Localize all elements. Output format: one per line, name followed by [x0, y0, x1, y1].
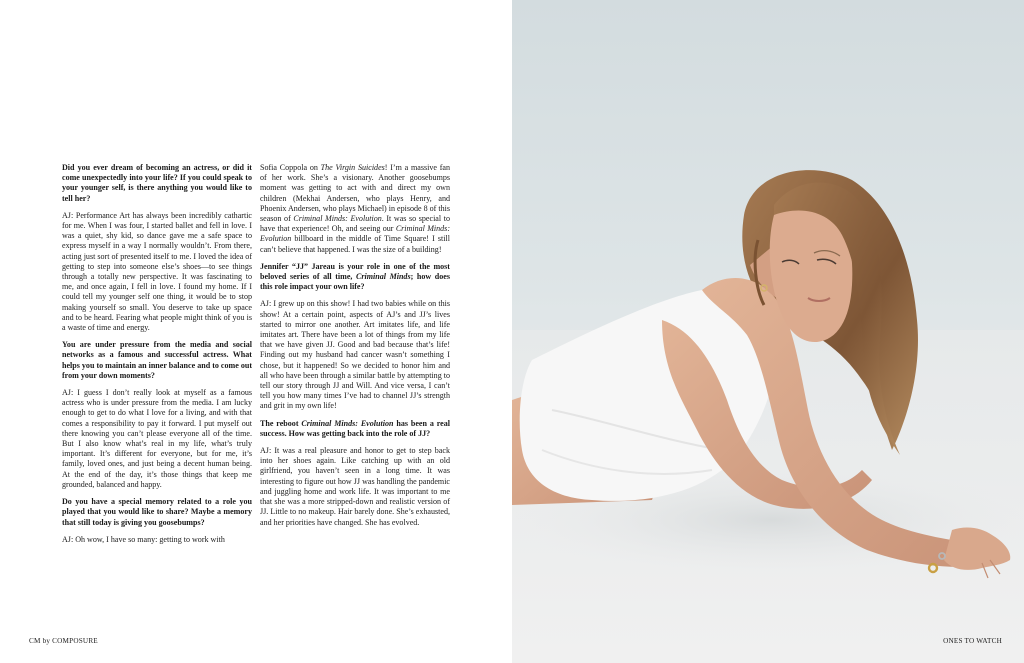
question-3: Do you have a special memory related to a role you played that you would like to share? Maybe a memory that still today is giving you goosebumps? [62, 497, 252, 527]
footer-section: ONES TO WATCH [943, 637, 1002, 645]
text-column-right [260, 163, 450, 528]
question-1: Did you ever dream of becoming an actress, or did it come unexpectedly into your life? If you could speak to your younger self, is there anything you would like to tell her? [62, 163, 252, 203]
answer-3-start: AJ: Oh wow, I have so many: getting to work with [62, 534, 225, 544]
answer-3-text-b: ! I’m a massive fan of her work. She’s a visionary. Another goosebumps moment was getting to act with and direct my own children (Mekhai Andersen, who plays Henry, and Phoenix Andersen, who plays Michael) in episode 8 of this season of [260, 163, 450, 224]
answer-3-continued [260, 163, 450, 255]
question-5-text-a: The reboot [260, 418, 302, 428]
text-column-left [62, 163, 252, 545]
show-title: Criminal Minds: Evolution [301, 418, 394, 428]
show-title: Criminal Minds [356, 272, 411, 282]
portrait-illustration [512, 0, 1024, 663]
question-4-text-b: ; how does this role impact your own life? [260, 272, 450, 292]
portrait-photo [512, 0, 1024, 663]
question-4 [260, 262, 450, 293]
footer-publication: CM by COMPOSURE [29, 637, 98, 645]
question-4-text-a: Jennifer “JJ” Jareau is your role in one of the most beloved series of all time, [260, 261, 450, 282]
question-5 [260, 419, 450, 439]
question-2: You are under pressure from the media and social networks as a famous and successful actress. What helps you to maintain an inner balance and to come out from your down moments? [62, 340, 252, 380]
question-5-text-b: has been a real success. How was getting back into the role of JJ? [260, 418, 450, 438]
answer-3-text-c: . It was so special to have that experience! Oh, and seeing our [260, 214, 450, 234]
answer-3-text-d: billboard in the middle of Time Square! I still can’t believe that happened. I was the size of a building! [260, 234, 450, 254]
show-title: Criminal Minds: Evolution [260, 224, 450, 244]
show-title: Criminal Minds: Evolution [293, 214, 382, 224]
answer-2: AJ: I guess I don’t really look at myself as a famous actress who is under pressure from the media. I am lucky enough to get to do what I love for a living, and with that comes a responsibility to pay it forward. I put myself out there knowing you can’t please everyone all of the time. But I also know what’s real in my life, what’s truly important. It’s different for everyone, but for me, it’s family, loved ones, and just being a decent human being. At the end of the day, it’s those things that keep me grounded, balanced and happy. [62, 388, 252, 489]
answer-1: AJ: Performance Art has always been incredibly cathartic for me. When I was four, I started ballet and fell in love. I was a quiet, shy kid, so dance gave me a safe space to express myself in a way I normally wouldn’t. From there, acting just sort of presented itself to me. I loved the idea of getting to step into someone else’s shoes—to see things through a totally new perspective. It was fascinating to me, and once again, I fell in love. I found my home. If I could tell my younger self one thing, it would be to stop making yourself so small. You deserve to take up space and to be heard. Fearing what people might think of you is a waste of time and energy. [62, 210, 252, 333]
film-title: The Virgin Suicides [320, 163, 385, 172]
answer-4: AJ: I grew up on this show! I had two babies while on this show! At a certain point, aspects of AJ’s and JJ’s lives started to mirror one another. Art imitates life, and life imitates art. There have been a lot of things from my life that we have given JJ. Good and bad because that’s life! Finding out my husband had cancer wasn’t something I chose, but it happened! So we decided to honor him and all who have been through a similar battle by attempting to tell our story through JJ and Will. And vice versa, I can’t tell you how many times I’ve had to channel JJ’s strength and grit in my own life! [260, 299, 450, 411]
answer-3-text-a: Sofia Coppola on [260, 163, 321, 172]
answer-5: AJ: It was a real pleasure and honor to get to step back into her shoes again. Like catching up with an old girlfriend, you haven’t seen in a long time. It was interesting to figure out how JJ was handling the pandemic and juggling home and work life. It was important to me that she was a more stripped-down and realistic version of JJ. Little to no makeup. Hair barely done. She’s exhausted, and her priorities have changed. She has evolved. [260, 446, 450, 527]
